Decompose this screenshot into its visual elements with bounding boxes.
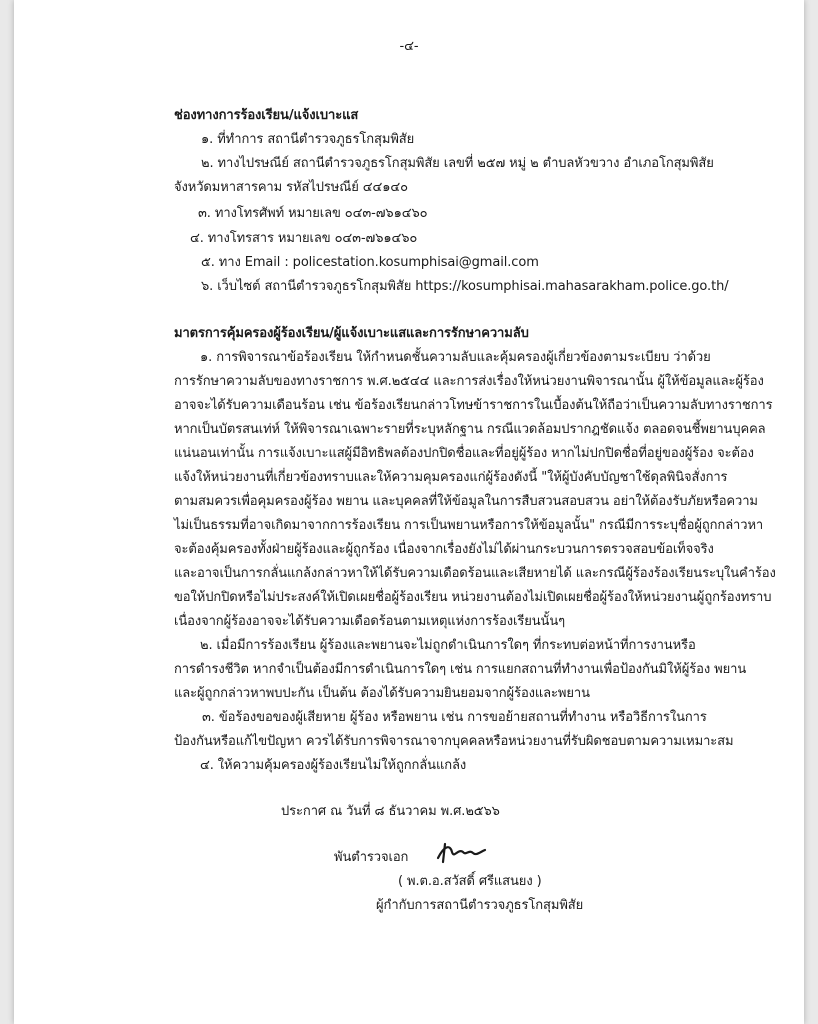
measure-line: ป้องกันหรือแก้ไขปัญหา ควรได้รับการพิจารณาจากบุคคลหรือหน่วยงานที่รับผิดชอบตามความเหมาะสม: [174, 734, 734, 749]
signer-position: ผู้กำกับการสถานีตำรวจภูธรโกสุมพิสัย: [376, 898, 584, 913]
measure-line: จะต้องคุ้มครองทั้งฝ่ายผู้ร้องและผู้ถูกร้อง เนื่องจากเรื่องยังไม่ได้ผ่านกระบวนการตรวจสอบข้อเท็จจริง: [174, 542, 714, 557]
measure-line: อาจจะได้รับความเดือนร้อน เช่น ข้อร้องเรียนกล่าวโทษข้าราชการในเบื้องต้นให้ถือว่าเป็นความลับทางราชการ: [174, 398, 773, 413]
channel-line: ๕. ทาง Email : policestation.kosumphisai@gmail.com: [201, 255, 539, 270]
announcement-date: ประกาศ ณ วันที่ ๘ ธันวาคม พ.ศ.๒๕๖๖: [281, 804, 500, 819]
channel-line: ๖. เว็บไซต์ สถานีตำรวจภูธรโกสุมพิสัย https://kosumphisai.mahasarakham.police.go.th/: [201, 279, 729, 294]
signer-name: ( พ.ต.อ.สวัสดิ์ ศรีแสนยง ): [398, 874, 542, 889]
measures-heading: มาตรการคุ้มครองผู้ร้องเรียน/ผู้แจ้งเบาะแสและการรักษาความลับ: [174, 326, 529, 341]
measure-line: หากเป็นบัตรสนเท่ห์ ให้พิจารณาเฉพาะรายที่ระบุหลักฐาน กรณีแวดล้อมปรากฎชัดแจ้ง ตลอดจนชี้พยานบุคคล: [174, 422, 766, 437]
measure-line: เนื่องจากผู้ร้องอาจจะได้รับความเดือดร้อนตามเหตุแห่งการร้องเรียนนั้นๆ: [174, 614, 565, 629]
channels-heading: ช่องทางการร้องเรียน/แจ้งเบาะแส: [174, 108, 359, 123]
measure-line: ๒. เมื่อมีการร้องเรียน ผู้ร้องและพยานจะไม่ถูกดำเนินการใดๆ ที่กระทบต่อหน้าที่การงานหรือ: [200, 638, 696, 653]
measure-line: ขอให้ปกปิดหรือไม่ประสงค์ให้เปิดเผยชื่อผู้ร้องเรียน หน่วยงานต้องไม่เปิดเผยชื่อผู้ร้องให้หน่วยงานผู้ถูกร้องทราบ: [174, 590, 772, 605]
measure-line: ตามสมควรเพื่อคุมครองผู้ร้อง พยาน และบุคคลที่ให้ข้อมูลในการสืบสวนสอบสวน อย่าให้ต้องรับภัยหรือความ: [174, 494, 758, 509]
page-number: -๔-: [399, 39, 419, 54]
measure-line: ๑. การพิจารณาข้อร้องเรียน ให้กำหนดชั้นความลับและคุ้มครองผู้เกี่ยวข้องตามระเบียบ ว่าด้วย: [200, 350, 711, 365]
channel-line: ๒. ทางไปรษณีย์ สถานีตำรวจภูธรโกสุมพิสัย เลขที่ ๒๕๗ หมู่ ๒ ตำบลหัวขวาง อำเภอโกสุมพิสัย: [201, 156, 714, 171]
measure-line: การดำรงชีวิต หากจำเป็นต้องมีการดำเนินการใดๆ เช่น การแยกสถานที่ทำงานเพื่อป้องกันมิให้ผู้ร้อง พยาน: [174, 662, 747, 677]
measure-line: ๓. ข้อร้องขอของผู้เสียหาย ผู้ร้อง หรือพยาน เช่น การขอย้ายสถานที่ทำงาน หรือวิธีการในการ: [202, 710, 707, 725]
measure-line: และผู้ถูกกล่าวหาพบปะกัน เป็นต้น ต้องได้รับความยินยอมจากผู้ร้องและพยาน: [174, 686, 590, 701]
document-page: [14, 0, 804, 1024]
handwritten-signature: [435, 840, 487, 864]
channel-line: ๑. ที่ทำการ สถานีตำรวจภูธรโกสุมพิสัย: [201, 132, 415, 147]
channel-line: ๔. ทางโทรสาร หมายเลข ๐๔๓-๗๖๑๔๖๐: [190, 231, 418, 246]
channel-line: จังหวัดมหาสารคาม รหัสไปรษณีย์ ๔๔๑๔๐: [174, 180, 408, 195]
measure-line: การรักษาความลับของทางราชการ พ.ศ.๒๕๔๔ และการส่งเรื่องให้หน่วยงานพิจารณานั้น ผู้ให้ข้อมูลและผู้ร้อง: [174, 374, 764, 389]
measure-line: ๔. ให้ความคุ้มครองผู้ร้องเรียนไม่ให้ถูกกลั่นแกล้ง: [200, 758, 467, 773]
signer-rank: พันตำรวจเอก: [334, 850, 409, 865]
measure-line: แน่นอนเท่านั้น การแจ้งเบาะแสผู้มีอิทธิพลต้องปกปิดชื่อและที่อยู่ผู้ร้อง หากไม่ปกปิดชื่อที่อยู่ของผู้ร้อง จะต้อง: [174, 446, 754, 461]
measure-line: ไม่เป็นธรรมที่อาจเกิดมาจากการร้องเรียน การเป็นพยานหรือการให้ข้อมูลนั้น" กรณีมีการระบุชื่อผู้ถูกกล่าวหา: [174, 518, 764, 533]
channel-line: ๓. ทางโทรศัพท์ หมายเลข ๐๔๓-๗๖๑๔๖๐: [198, 206, 428, 221]
measure-line: แจ้งให้หน่วยงานที่เกี่ยวข้องทราบและให้ความคุมครองแก่ผู้ร้องดังนี้ "ให้ผู้บังคับบัญชาใช้ดุลพินิจสั่งการ: [174, 470, 728, 485]
measure-line: และอาจเป็นการกลั่นแกล้งกล่าวหาให้ได้รับความเดือดร้อนและเสียหายได้ และกรณีผู้ร้องร้องเรียนระบุในคำร้อง: [174, 566, 776, 581]
